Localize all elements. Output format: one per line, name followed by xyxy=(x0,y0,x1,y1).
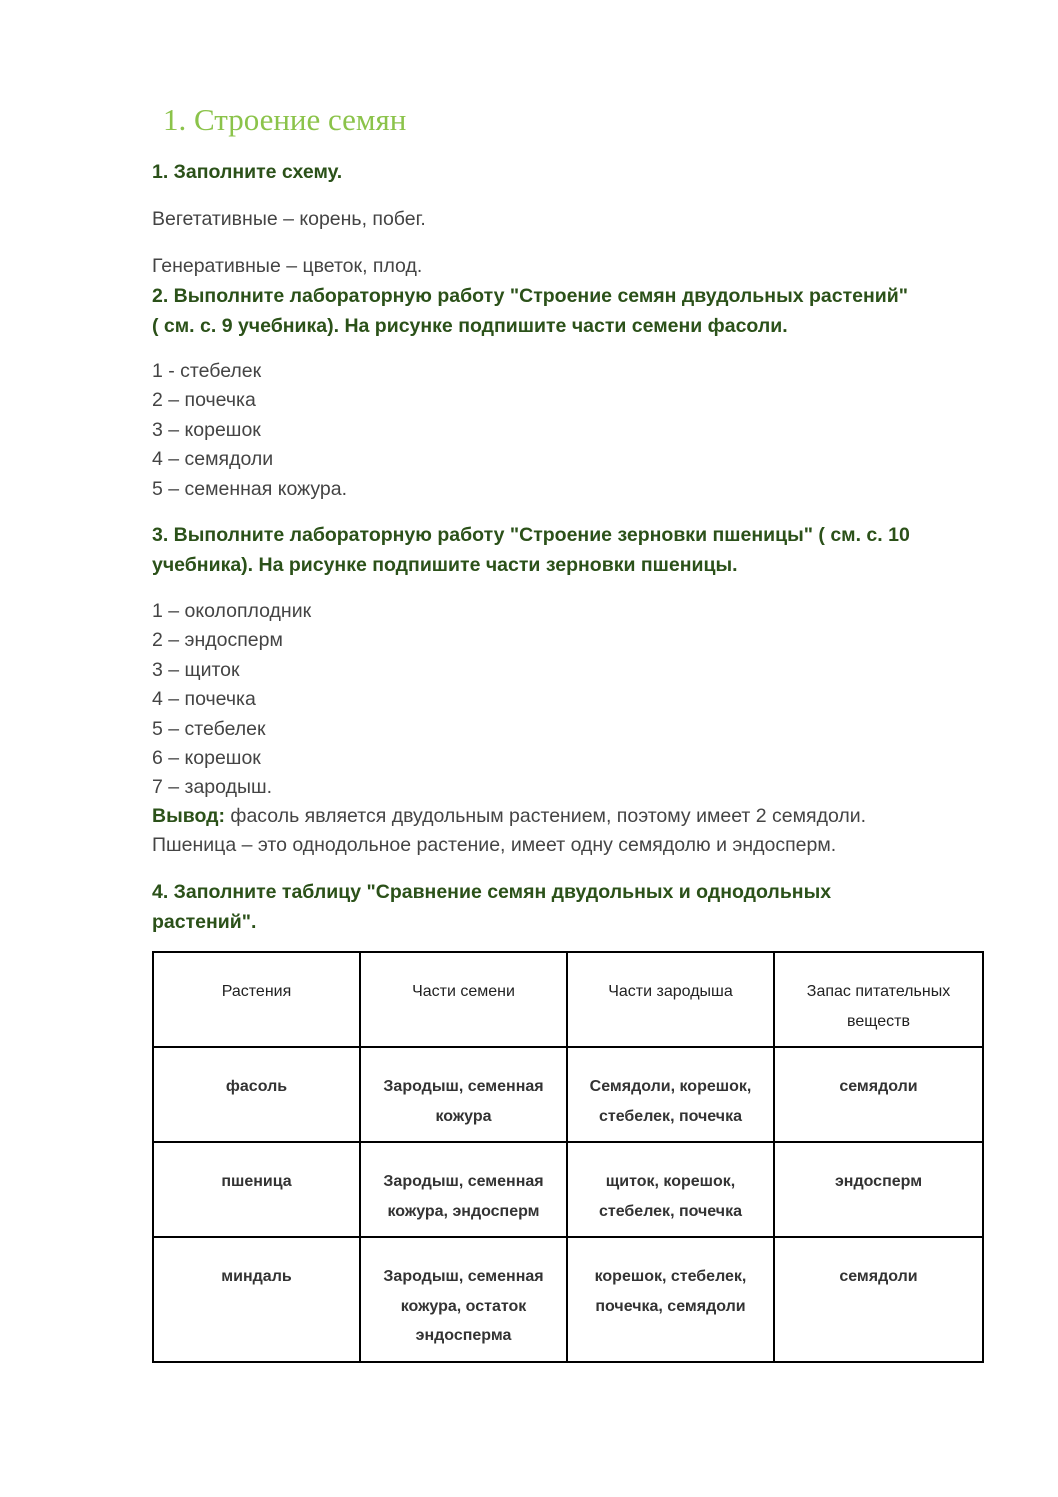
list-item: 2 – эндосперм xyxy=(152,629,283,652)
comparison-table xyxy=(152,951,984,1363)
table-row xyxy=(153,1237,983,1362)
scheme-generative: Генеративные – цветок, плод. xyxy=(152,255,423,277)
page-title: 1. Строение семян xyxy=(163,102,407,137)
wheat-parts-list xyxy=(152,597,997,803)
list-item: 5 – семенная кожура. xyxy=(152,477,348,500)
table-row xyxy=(153,1142,983,1237)
list-item: 3 – корешок xyxy=(152,418,261,441)
table-header-cell: Запас питательных веществ xyxy=(774,952,983,1047)
table-cell: Семядоли, корешок, стебелек, почечка xyxy=(567,1047,774,1142)
table-cell: фасоль xyxy=(153,1047,360,1142)
conclusion-text-1: фасоль является двудольным растением, поэтому имеет 2 семядоли. xyxy=(225,805,867,827)
conclusion xyxy=(152,802,997,861)
task-3-line-2: учебника). На рисунке подпишите части зерновки пшеницы. xyxy=(152,554,738,576)
list-item: 5 – стебелек xyxy=(152,717,266,740)
table-cell: корешок, стебелек, почечка, семядоли xyxy=(567,1237,774,1362)
conclusion-label: Вывод: xyxy=(152,805,225,827)
list-item: 7 – зародыш. xyxy=(152,776,273,799)
task-2-line-1: 2. Выполните лабораторную работу "Строение семян двудольных растений" xyxy=(152,285,908,307)
table-cell: миндаль xyxy=(153,1237,360,1362)
table-cell: Зародыш, семенная кожура xyxy=(360,1047,567,1142)
task-2-heading xyxy=(152,281,997,341)
table-cell: щиток, корешок, стебелек, почечка xyxy=(567,1142,774,1237)
table-cell: пшеница xyxy=(153,1142,360,1237)
table-header-cell: Части зародыша xyxy=(567,952,774,1047)
list-item: 1 – околоплодник xyxy=(152,600,312,622)
table-cell: эндосперм xyxy=(774,1142,983,1237)
table-cell: Зародыш, семенная кожура, остаток эндосперма xyxy=(360,1237,567,1362)
list-item: 2 – почечка xyxy=(152,389,256,412)
table-row xyxy=(153,1047,983,1142)
list-item: 4 – почечка xyxy=(152,688,256,711)
list-item: 1 - стебелек xyxy=(152,360,262,382)
list-item: 3 – щиток xyxy=(152,658,240,681)
list-item: 6 – корешок xyxy=(152,746,261,769)
task-4-line-1: 4. Заполните таблицу "Сравнение семян двудольных и однодольных xyxy=(152,881,832,903)
table-header-row xyxy=(153,952,983,1047)
task-4-heading xyxy=(152,877,997,937)
scheme-vegetative: Вегетативные – корень, побег. xyxy=(152,208,426,230)
table-cell: семядоли xyxy=(774,1047,983,1142)
table-header-cell: Части семени xyxy=(360,952,567,1047)
task-1-heading: 1. Заполните схему. xyxy=(152,161,343,183)
conclusion-text-2: Пшеница – это однодольное растение, имеет одну семядолю и эндосперм. xyxy=(152,834,837,857)
task-3-line-1: 3. Выполните лабораторную работу "Строение зерновки пшеницы" ( см. с. 10 xyxy=(152,524,910,546)
bean-parts-list xyxy=(152,357,997,504)
table-cell: Зародыш, семенная кожура, эндосперм xyxy=(360,1142,567,1237)
task-3-heading xyxy=(152,520,997,580)
task-2-line-2: ( см. с. 9 учебника). На рисунке подпишите части семени фасоли. xyxy=(152,315,788,337)
table-header-cell: Растения xyxy=(153,952,360,1047)
task-4-line-2: растений". xyxy=(152,911,257,933)
table-cell: семядоли xyxy=(774,1237,983,1362)
list-item: 4 – семядоли xyxy=(152,448,274,471)
